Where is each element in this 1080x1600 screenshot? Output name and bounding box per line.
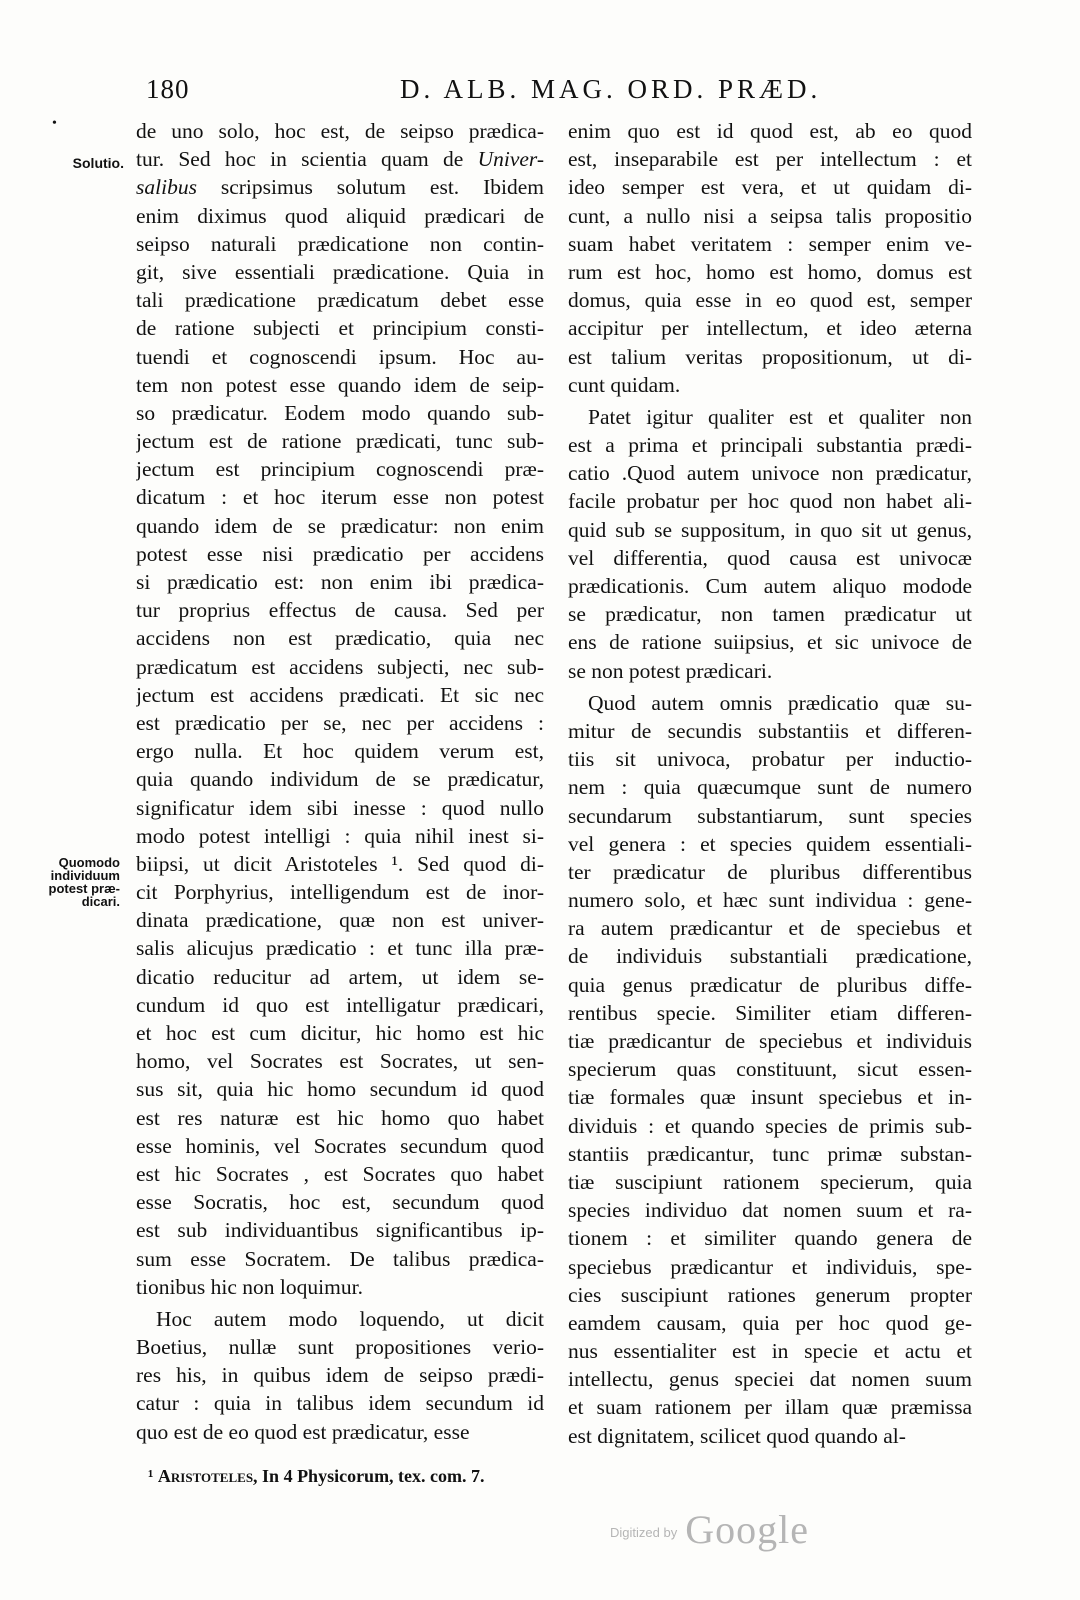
text-segment: Hoc autem modo loquendo, ut dicit [156,1306,544,1331]
text-line [136,1245,544,1273]
text-line [136,286,544,314]
text-line: eamdem causam, quia per hoc quod ge- [568,1310,972,1335]
text-segment: catur : quia in talibus idem secundum id [136,1391,544,1416]
text-line [136,455,544,483]
text-segment: tuendi et cognoscendi ipsum. Hoc au- [136,344,544,369]
text-line [136,822,544,850]
text-segment: ergo nulla. Et hoc quidem verum est, [136,739,544,764]
text-line: rum est hoc, homo est homo, domus est [568,259,972,284]
text-line [136,258,544,286]
google-logo: Google [685,1507,809,1552]
left-text-column [136,117,544,1446]
text-line: est, inseparabile est per intellectum : et [568,147,972,172]
text-segment: enim diximus quod aliquid prædicari de [136,203,544,228]
text-segment: est hic Socrates , est Socrates quo habet [136,1161,544,1186]
text-segment: salis alicujus prædicatio : et tunc illa præ- [136,936,544,961]
text-line [136,624,544,652]
watermark-prefix: Digitized by [610,1525,678,1540]
text-segment: biipsi, ut dicit Aristoteles ¹. Sed quod di- [136,851,544,876]
text-segment: est prædicatio per se, nec per accidens : [136,710,544,735]
margin-note-line: dicari. [81,894,120,909]
running-head: D. ALB. MAG. ORD. PRÆD. [400,74,822,104]
text-line: Quod autem omnis prædicatio quæ su- [588,690,972,715]
text-line: tiis sit univoca, probatur per inductio- [568,747,972,772]
text-line: enim quo est id quod est, ab eo quod [568,119,972,143]
text-line [136,1305,544,1333]
text-segment: prædicatum est accidens subjecti, nec sub- [136,654,544,679]
right-text-column [568,117,972,1450]
text-line [136,343,544,371]
text-line: Patet igitur qualiter est et qualiter non [588,404,972,429]
text-line [136,540,544,568]
text-segment: sus sit, quia hic homo secundum id quod [136,1077,544,1102]
text-segment: quo est de eo quod est prædicatur, esse [136,1419,470,1444]
text-line: cies suscipiunt rationes generum propter [568,1282,972,1307]
text-line: est a prima et principali substantia prædi- [568,433,972,458]
text-segment: dicatum : et hoc iterum esse non potest [136,485,544,510]
text-line: dividuis : et quando species de primis sub- [568,1113,972,1138]
footnote-text: In 4 Physicorum, tex. com. 7. [257,1466,485,1486]
text-line: catio .Quod autem univoce non prædicatur, [568,461,972,486]
margin-note-quomodo [40,856,120,908]
text-line [136,427,544,455]
text-line [136,963,544,991]
footnote-author: Aristoteles, [157,1466,258,1486]
page-header [0,74,1080,110]
text-line: species individuo dat nomen suum et ra- [568,1198,972,1223]
text-line: numero solo, et hæc sunt individua : gene- [568,888,972,913]
text-line: mitur de secundis substantiis et differen- [568,718,972,743]
text-segment: esse Socratis, hoc est, secundum quod [136,1190,544,1215]
text-line [136,1216,544,1244]
text-segment: de uno solo, hoc est, de seipso prædica- [136,119,544,143]
text-line [136,934,544,962]
text-line [136,991,544,1019]
text-segment: tionibus hic non loquimur. [136,1274,363,1299]
text-segment: seipso naturali prædicatione non contin- [136,231,544,256]
text-line [136,117,544,145]
text-line [136,1389,544,1417]
text-segment: de ratione subjecti et principium consti- [136,316,544,341]
text-line [136,173,544,201]
text-line [136,1188,544,1216]
text-segment: dinata prædicatione, quæ non est univer- [136,908,544,933]
text-segment: Boetius, nullæ sunt propositiones verio- [136,1335,544,1360]
text-line: accipitur per intellectum, et ideo æterna [568,316,972,341]
margin-note-line: potest præ- [48,881,120,896]
page-number: 180 [146,74,190,104]
text-line [136,850,544,878]
text-line: nem : quia quæcumque sunt de numero [568,775,972,800]
text-line: secundarum substantiarum, sunt species [568,803,972,828]
text-segment: sum esse Socratem. De talibus prædica- [136,1246,544,1271]
text-segment: tur. Sed hoc in scientia quam de [136,147,478,172]
text-line [136,878,544,906]
text-line: et suam rationem per illam quæ præmissa [568,1395,972,1420]
text-segment: jectum est principium cognoscendi præ- [136,457,544,482]
text-line: tiæ formales quæ insunt speciebus et in- [568,1085,972,1110]
text-line [136,765,544,793]
text-segment: so prædicatur. Eodem modo quando sub- [136,400,544,425]
text-line: est dignitatem, scilicet quod quando al- [568,1423,906,1448]
text-line [136,399,544,427]
text-line [136,1047,544,1075]
text-line: ens de ratione suiipsius, et sic univoce de [568,630,972,655]
text-segment: accidens non est prædicatio, quia nec [136,626,544,651]
margin-note-line: individuum [50,868,120,883]
text-line [136,681,544,709]
text-line [136,483,544,511]
margin-note-line: Quomodo [58,855,120,870]
text-segment: tem non potest esse quando idem de seip- [136,372,544,397]
text-segment: quando idem de se prædicatur: non enim [136,513,544,538]
text-line: de individuis substantiali prædicatione, [568,944,972,969]
text-line [136,1132,544,1160]
footnote-marker: ¹ [148,1466,154,1486]
text-line [136,1160,544,1188]
text-line [136,371,544,399]
text-line: nus essentialiter est in specie et actu et [568,1339,972,1364]
text-segment: jectum est accidens prædicati. Et sic nec [136,682,544,707]
text-segment: cundum id quo est intelligatur prædicari, [136,992,544,1017]
text-line [136,230,544,258]
text-line: ra autem prædicantur et de speciebus et [568,916,972,941]
text-segment: est sub individuantibus significantibus ip- [136,1218,544,1243]
text-segment: git, sive essentiali prædicatione. Quia in [136,259,544,284]
text-line: se non potest prædicari. [568,658,773,683]
text-line [136,737,544,765]
text-line [136,314,544,342]
text-line [136,1075,544,1103]
text-line [136,794,544,822]
text-line: tionem : et similiter quando genera de [568,1226,972,1251]
text-line: stantiis prædicantur, tunc primæ substan- [568,1141,972,1166]
text-line: intellectu, genus speciei dat nomen suum [568,1367,972,1392]
text-segment: potest esse nisi prædicatio per accidens [136,541,544,566]
margin-dot: • [52,116,57,131]
text-line: suam habet veritatem : semper enim ve- [568,231,972,256]
text-line: cunt, a nullo nisi a seipsa talis propositio [568,203,972,228]
text-segment: salibus [136,175,197,200]
text-line [136,1333,544,1361]
text-line: se prædicatur, non tamen prædicatur ut [568,602,972,627]
margin-note-solutio: Solutio. [72,155,124,171]
text-segment: modo potest intelligi : quia nihil inest si- [136,823,544,848]
text-segment: res his, in quibus idem de seipso prædi- [136,1363,544,1388]
text-segment: scripsimus solutum est. Ibidem [196,175,544,200]
text-line [136,709,544,737]
text-line [136,202,544,230]
text-segment: quia quando individum de se prædicatur, [136,767,544,792]
text-segment: cit Porphyrius, intelligendum est de inor- [136,880,544,905]
text-line [136,1019,544,1047]
text-line: tiæ prædicantur de speciebus et individuis [568,1029,972,1053]
text-line [136,1104,544,1132]
text-line: ter prædicatur de pluribus differentibus [568,859,972,884]
text-line: quid sub se suppositum, in quo sit ut genus, [568,517,972,542]
text-line: vel differentia, quod causa est univocæ [568,545,972,570]
text-line: prædicationis. Cum autem aliquo modode [568,574,972,598]
text-segment: dicatio reducitur ad artem, ut idem se- [136,964,544,989]
text-segment: est res naturæ est hic homo quo habet [136,1105,544,1130]
text-line [136,512,544,540]
text-line [136,596,544,624]
text-segment: esse hominis, vel Socrates secundum quod [136,1133,544,1158]
text-line [136,145,544,173]
text-line [136,1273,544,1301]
text-segment: homo, vel Socrates est Socrates, ut sen- [136,1049,544,1074]
text-line: quia genus prædicatur de pluribus diffe- [568,972,972,997]
text-line: vel genera : et species quidem essentiali- [568,831,972,856]
text-line: domus, quia esse in eo quod est, semper [568,288,972,313]
text-segment: Univer- [477,147,544,172]
text-segment: significatur idem sibi inesse : quod nullo [136,795,544,820]
digitized-by-google-watermark [610,1506,809,1553]
text-segment: jectum est de ratione prædicati, tunc sub- [136,429,544,454]
text-line: facile probatur per hoc quod non habet ali- [568,489,972,514]
footnote [148,1466,485,1487]
text-segment: tali prædicatione prædicatum debet esse [136,288,544,313]
text-segment: tur proprius effectus de causa. Sed per [136,598,544,623]
text-segment: si prædicatio est: non enim ibi prædica- [136,570,544,594]
text-line: tiæ suscipiunt rationem specierum, quia [568,1169,972,1194]
text-line: ideo semper est vera, et ut quidam di- [568,175,972,200]
text-line: cunt quidam. [568,372,681,397]
text-line: specierum quas constituunt, sicut essen- [568,1057,972,1082]
text-line [136,653,544,681]
text-line [136,1361,544,1389]
text-line: rentibus specie. Similiter etiam differen- [568,1000,972,1025]
text-line: speciebus prædicantur et individuis, spe- [568,1254,972,1279]
text-segment: et hoc est cum dicitur, hic homo est hic [136,1021,544,1045]
text-line [136,906,544,934]
text-line [136,1418,544,1446]
text-line [136,568,544,596]
text-line: est talium veritas propositionum, ut di- [568,344,972,369]
